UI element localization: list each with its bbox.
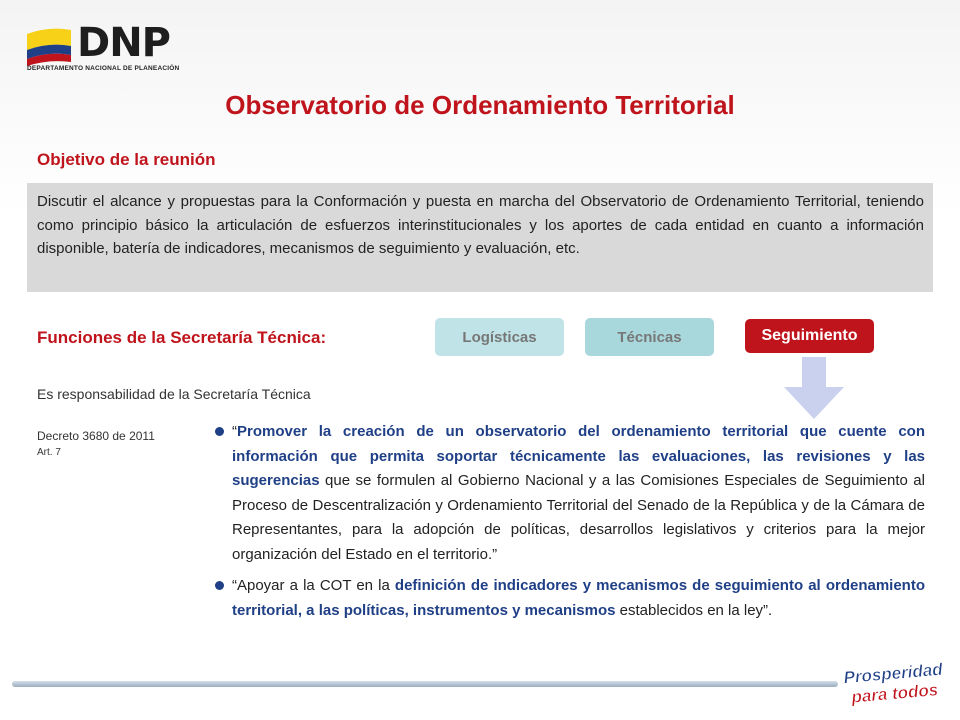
bullet-list <box>215 420 925 623</box>
down-arrow-icon <box>782 357 846 421</box>
bullet-text: establecidos en la ley”. <box>615 601 773 619</box>
colombia-flag-icon <box>27 26 71 64</box>
objetivo-heading: Objetivo de la reunión <box>37 150 216 169</box>
bullet-emphasis: definición de indicadores y mecanismos de seguimiento al ordenamiento territorial, a las políticas, instrumentos y mecanismos <box>232 577 925 619</box>
prosperidad-line2: para todos <box>850 680 939 707</box>
objetivo-text-box <box>27 183 933 292</box>
list-item <box>215 420 925 567</box>
tab-logisticas[interactable]: Logísticas <box>435 318 564 356</box>
tab-seguimiento[interactable]: Seguimiento <box>745 319 874 353</box>
bullet-emphasis: Promover la creación de un observatorio del ordenamiento territorial que cuente con información que permita soportar técnicamente las evaluaciones, las revisiones y las sugerencias <box>232 423 925 489</box>
page-title: Observatorio de Ordenamiento Territorial <box>225 90 735 120</box>
list-item <box>215 574 925 623</box>
quote-open: “ <box>232 423 237 440</box>
funciones-heading: Funciones de la Secretaría Técnica: <box>37 328 327 347</box>
responsabilidad-text: Es responsabilidad de la Secretaría Técnica <box>37 386 311 402</box>
bullet-pre: “Apoyar a la COT en la <box>232 577 395 594</box>
decreto-label: Decreto 3680 de 2011 <box>37 429 155 443</box>
objetivo-text: Discutir el alcance y propuestas para la Conformación y puesta en marcha del Observatorio de Ordenamiento Territorial, teniendo como principio básico la articulación de esfuerzos interinstitucionales y los aportes de cada entidad en cuanto a información disponible, batería de indicadores, mecanismos de seguimiento y evaluación, etc. <box>37 193 924 257</box>
logo-subtitle: DEPARTAMENTO NACIONAL DE PLANEACIÓN <box>27 65 180 72</box>
tab-tecnicas[interactable]: Técnicas <box>585 318 714 356</box>
bullet-icon <box>215 581 224 590</box>
articulo-label: Art. 7 <box>37 447 61 458</box>
bullet-text: que se formulen al Gobierno Nacional y a las Comisiones Especiales de Seguimiento al Proceso de Descentralización y Ordenamiento Territorial del Senado de la República y de la Cámara de Representantes, para la adopción de políticas, desarrollos legislativos y criterios para la mejor organización del Estado en el territorio.” <box>232 472 925 563</box>
prosperidad-logo <box>842 659 944 709</box>
footer-divider <box>12 681 838 687</box>
bullet-icon <box>215 427 224 436</box>
dnp-logo <box>27 20 187 72</box>
logo-text: DNP <box>77 20 170 66</box>
prosperidad-line1: Prosperidad <box>842 659 944 688</box>
